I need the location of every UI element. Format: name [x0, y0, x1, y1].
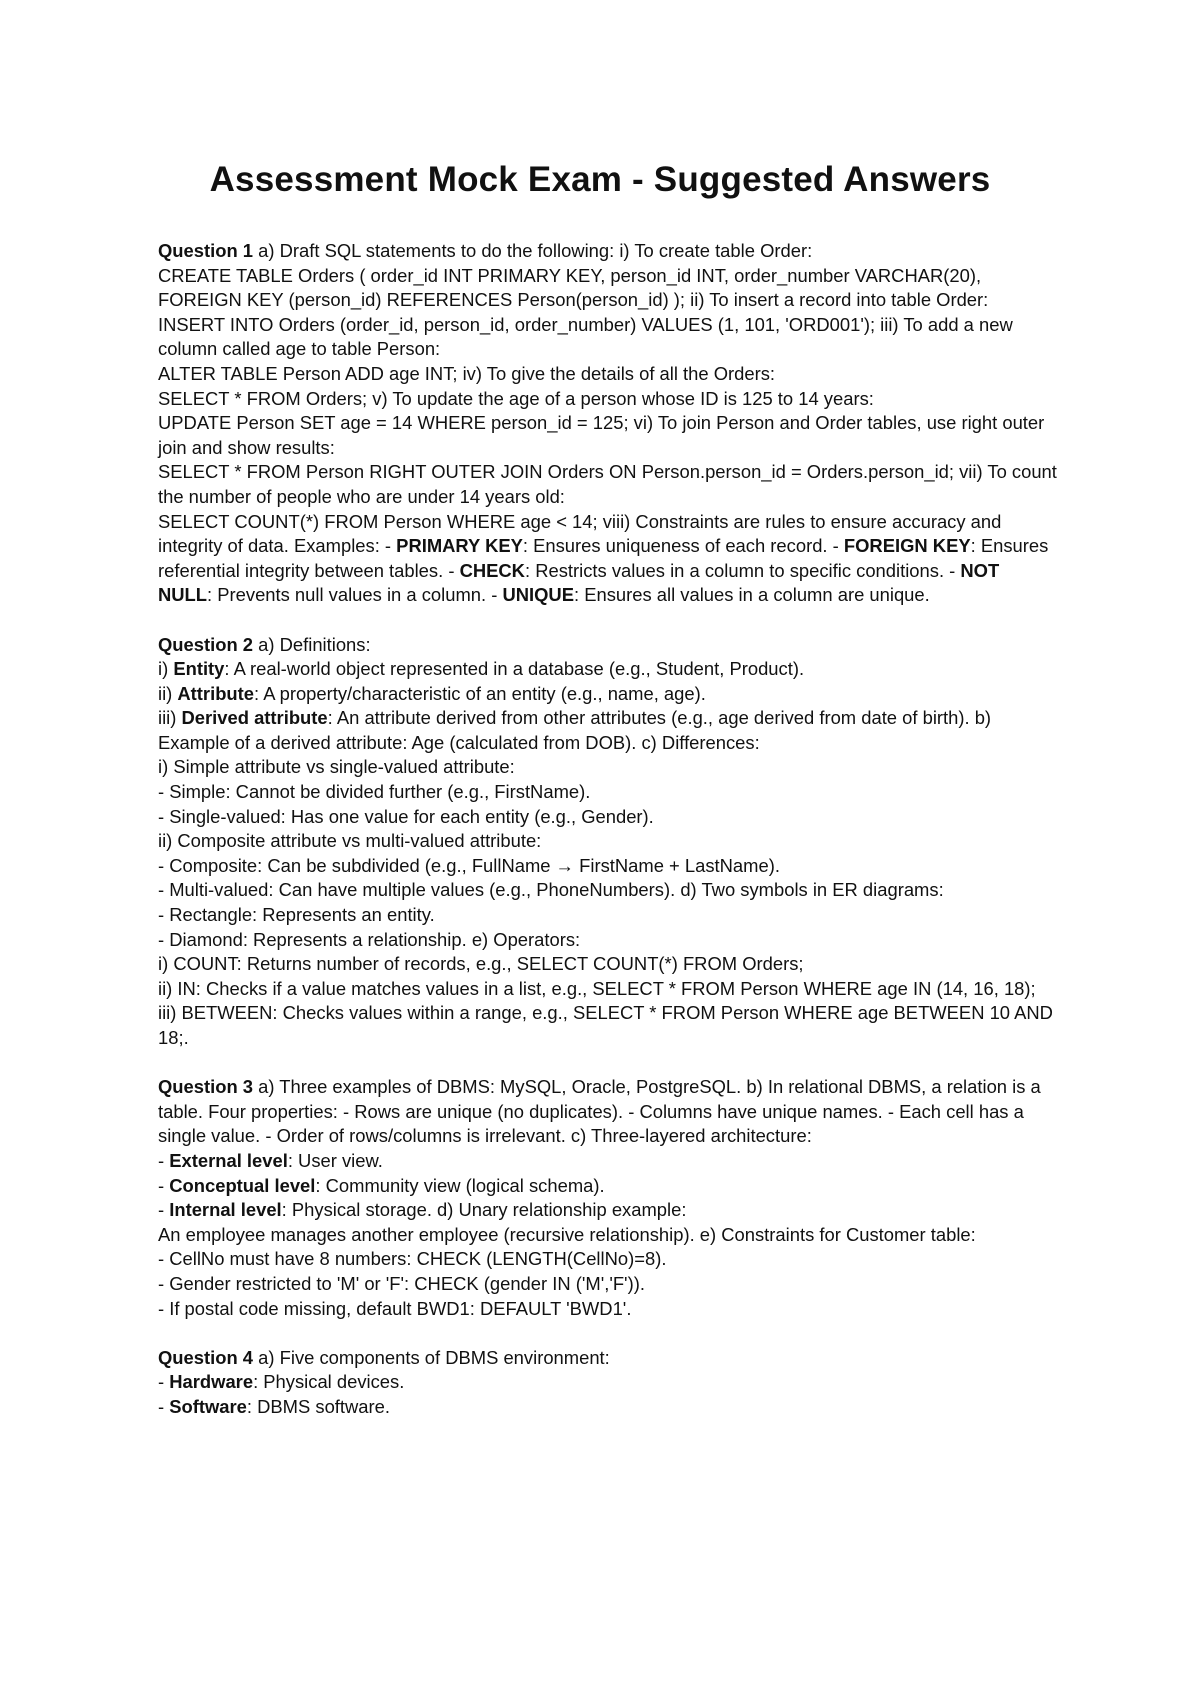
answer-text: : An attribute derived from other attributes (e.g., age derived from date of birth). b) Example of a derived attribute: Age (calculated from DOB). c) Differences:	[158, 707, 992, 753]
answer-text: : DBMS software.	[246, 1395, 390, 1417]
answer-text: a) Definitions:	[253, 633, 371, 655]
answer-text: a) Five components of DBMS environment:	[253, 1346, 610, 1368]
answer-text: a) Three examples of DBMS: MySQL, Oracle, PostgreSQL. b) In relational DBMS, a relation is a table. Four properties: - Rows are unique (no duplicates). - Columns have unique names. - Each cell has a single value. - Order of rows/columns is irrelevant. c) Three-layered architecture:	[158, 1076, 1041, 1147]
answer-text: : A property/characteristic of an entity (e.g., name, age).	[254, 682, 706, 704]
answer-text: iii) BETWEEN: Checks values within a range, e.g., SELECT * FROM Person WHERE age BETWEEN 10 AND 18;.	[158, 1002, 1053, 1048]
answer-text: -	[158, 1174, 170, 1196]
answer-text: - Simple: Cannot be divided further (e.g., FirstName).	[158, 781, 591, 803]
answer-text: : Restricts values in a column to specific conditions. -	[524, 559, 961, 581]
answer-text: SELECT * FROM Orders; v) To update the age of a person whose ID is 125 to 14 years:	[158, 387, 874, 409]
answer-text: : Physical devices.	[253, 1371, 405, 1393]
bold-term: Conceptual level	[169, 1174, 316, 1196]
answer-text: - Gender restricted to 'M' or 'F': CHECK (gender IN ('M','F')).	[158, 1272, 645, 1294]
answer-text: UPDATE Person SET age = 14 WHERE person_id = 125; vi) To join Person and Order tables, use right outer join and show results:	[158, 412, 1045, 458]
answer-text: : Physical storage. d) Unary relationship example:	[281, 1199, 687, 1221]
answer-text: -	[158, 1199, 170, 1221]
answer-text: - Composite: Can be subdivided (e.g., FullName → FirstName + LastName).	[158, 854, 780, 876]
answer-text: - CellNo must have 8 numbers: CHECK (LENGTH(CellNo)=8).	[158, 1248, 667, 1270]
question-2-answer	[158, 633, 1058, 1051]
answer-text: : Community view (logical schema).	[315, 1174, 605, 1196]
answer-text: : Prevents null values in a column. -	[207, 584, 503, 606]
answer-text: ii) IN: Checks if a value matches values in a list, e.g., SELECT * FROM Person WHERE age IN (14, 16, 18);	[158, 977, 1036, 999]
answer-text: CREATE TABLE Orders ( order_id INT PRIMARY KEY, person_id INT, order_number VARCHAR(20), FOREIGN KEY (person_id) REFERENCES Person(person_id) ); ii) To insert a record into table Order:	[158, 264, 989, 311]
answer-text: - Multi-valued: Can have multiple values (e.g., PhoneNumbers). d) Two symbols in ER diagrams:	[158, 879, 944, 901]
answer-text: i) Simple attribute vs single-valued attribute:	[158, 756, 515, 778]
question-3-answer	[158, 1075, 1058, 1321]
answer-text: : A real-world object represented in a database (e.g., Student, Product).	[224, 658, 805, 680]
answer-text: : Ensures referential integrity between tables. -	[158, 535, 1049, 581]
bold-term: NOT NULL	[158, 559, 1000, 606]
answer-text: : Ensures uniqueness of each record. -	[522, 535, 844, 557]
answer-text: INSERT INTO Orders (order_id, person_id, order_number) VALUES (1, 101, 'ORD001'); iii) To add a new column called age to table Person:	[158, 313, 1013, 360]
question-label: Question 4	[158, 1346, 254, 1368]
answer-text: SELECT * FROM Person RIGHT OUTER JOIN Orders ON Person.person_id = Orders.person_id; vii) To count the number of people who are under 14 years old:	[158, 461, 1057, 507]
answer-text: : User view.	[287, 1149, 383, 1171]
answer-text: - Diamond: Represents a relationship. e) Operators:	[158, 928, 581, 950]
question-label: Question 1	[158, 240, 254, 261]
bold-term: CHECK	[459, 559, 525, 581]
answer-text: ALTER TABLE Person ADD age INT; iv) To give the details of all the Orders:	[158, 362, 776, 384]
question-label: Question 3	[158, 1076, 254, 1098]
question-4-answer	[158, 1346, 1058, 1420]
bold-term: Internal level	[169, 1199, 282, 1221]
answer-text: ii) Composite attribute vs multi-valued attribute:	[158, 830, 542, 852]
answer-text: - If postal code missing, default BWD1: DEFAULT 'BWD1'.	[158, 1297, 632, 1319]
answers-body	[158, 239, 1058, 1420]
answer-text: -	[158, 1371, 170, 1393]
answer-text: ii)	[158, 682, 178, 704]
bold-term: PRIMARY KEY	[396, 535, 523, 557]
document-title: Assessment Mock Exam - Suggested Answers	[209, 160, 991, 199]
bold-term: Entity	[173, 658, 225, 680]
answer-text: - Rectangle: Represents an entity.	[158, 904, 435, 926]
answer-text: : Ensures all values in a column are unique.	[573, 584, 930, 606]
answer-text: SELECT COUNT(*) FROM Person WHERE age < 14; viii) Constraints are rules to ensure accuracy and integrity of data. Examples: -	[158, 510, 1002, 557]
bold-term: FOREIGN KEY	[843, 535, 971, 557]
answer-text: i)	[158, 658, 174, 680]
question-1-answer	[158, 239, 1058, 608]
bold-term: Hardware	[169, 1371, 254, 1393]
answer-text: -	[158, 1395, 170, 1417]
bold-term: External level	[169, 1149, 288, 1171]
answer-text: - Single-valued: Has one value for each entity (e.g., Gender).	[158, 805, 654, 827]
answer-text: -	[158, 1149, 170, 1171]
answer-text: iii)	[158, 707, 182, 729]
answer-text: a) Draft SQL statements to do the following: i) To create table Order:	[253, 240, 813, 261]
bold-term: Software	[169, 1395, 247, 1417]
answer-text: An employee manages another employee (recursive relationship). e) Constraints for Customer table:	[158, 1223, 976, 1245]
question-label: Question 2	[158, 633, 254, 655]
answer-text: i) COUNT: Returns number of records, e.g., SELECT COUNT(*) FROM Orders;	[158, 953, 804, 975]
bold-term: UNIQUE	[502, 584, 574, 606]
bold-term: Attribute	[177, 682, 255, 704]
bold-term: Derived attribute	[181, 707, 328, 729]
